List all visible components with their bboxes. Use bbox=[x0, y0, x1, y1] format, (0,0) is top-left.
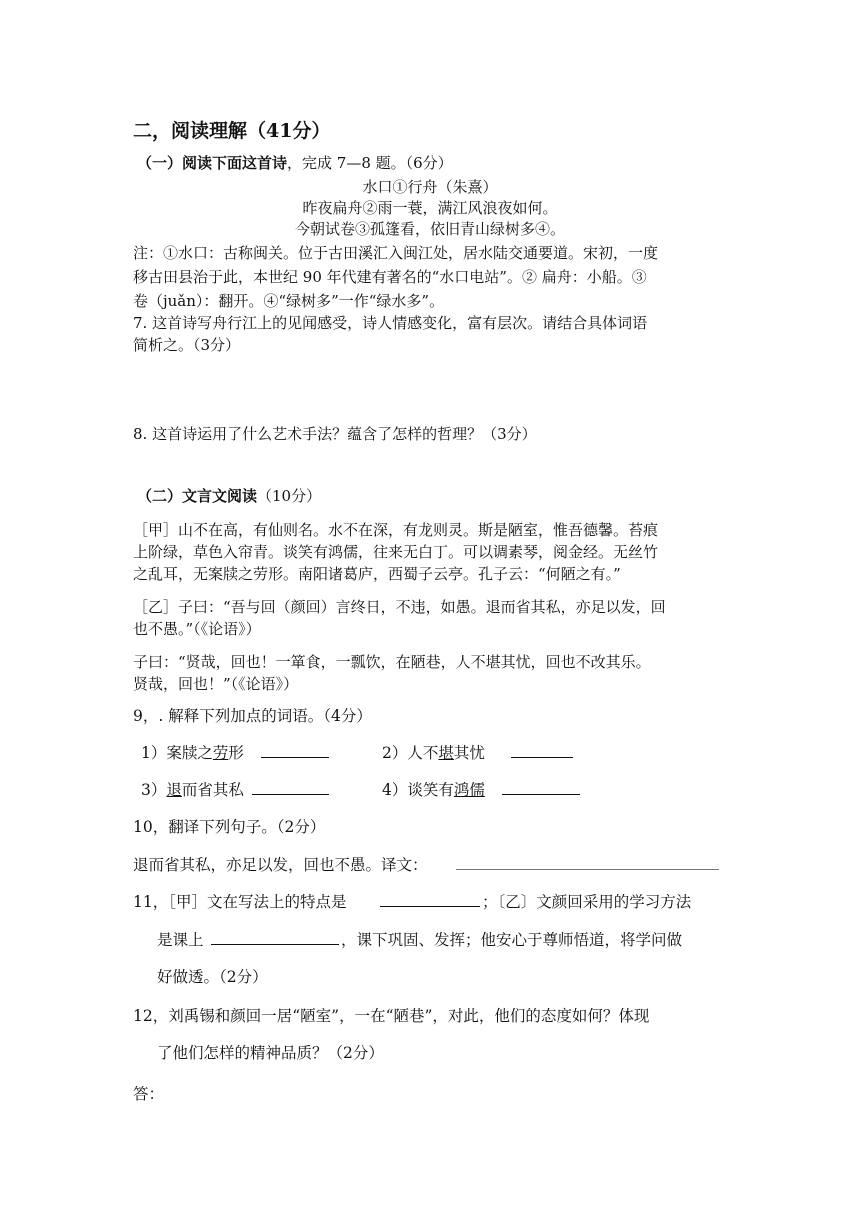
yi-text-line-1: ［乙］子曰：“吾与回（颜回）言终日，不违，如愚。退而省其私，亦足以发，回 bbox=[133, 598, 666, 616]
yi-text-line-2: 也不愚。”（《论语》） bbox=[133, 620, 261, 638]
q11-second-blank[interactable] bbox=[211, 930, 339, 945]
zi-text-line-1: 子曰：“贤哉，回也！一箪食，一瓢饮，在陋巷，人不堪其忧，回也不改其乐。 bbox=[133, 653, 651, 671]
part2-header bbox=[137, 485, 321, 506]
question-8: 8. 这首诗运用了什么艺术手法？蕴含了怎样的哲理？（3分） bbox=[133, 425, 537, 443]
part1-header bbox=[137, 152, 453, 173]
question-11-part-d: ，课下巩固、发挥；他安心于尊师悟道，将学问做 bbox=[341, 931, 683, 949]
part1-header-rest: ，完成 7—8 题。（6分） bbox=[287, 154, 453, 172]
q9-2-prefix: 2）人不 bbox=[382, 744, 439, 762]
q9-4-keyword: 鸿儒 bbox=[453, 781, 485, 799]
question-10: 10，翻译下列句子。（2分） bbox=[133, 818, 326, 836]
jia-text-line-1: ［甲］山不在高，有仙则名。水不在深，有龙则灵。斯是陋室，惟吾德馨。苔痕 bbox=[133, 521, 659, 539]
question-9-item-2 bbox=[382, 741, 485, 763]
part2-header-rest: （10分） bbox=[257, 487, 322, 505]
q9-2-keyword: 堪 bbox=[438, 744, 454, 762]
question-9-item-4 bbox=[382, 778, 485, 800]
q9-2-suffix: 其忧 bbox=[453, 744, 485, 762]
poem-title: 水口①行舟（朱熹） bbox=[362, 178, 498, 196]
question-9: 9，. 解释下列加点的词语。（4分） bbox=[133, 707, 372, 725]
question-7-line-1: 7. 这首诗写舟行江上的见闻感受，诗人情感变化，富有层次。请结合具体词语 bbox=[133, 314, 648, 332]
note-line-2: 移古田县治于此，本世纪 90 年代建有著名的“水口电站”。② 扁舟：小船。③ bbox=[133, 268, 647, 286]
question-11-part-e: 好做透。（2分） bbox=[157, 968, 268, 986]
question-9-item-1 bbox=[141, 741, 244, 763]
poem-line-2: 今朝试卷③孤篷看，依旧青山绿树多④。 bbox=[294, 220, 565, 238]
q9-3-suffix: 而省其私 bbox=[181, 781, 244, 799]
poem-line-1: 昨夜扁舟②雨一蓑，满江风浪夜如何。 bbox=[302, 199, 558, 217]
q9-3-prefix: 3） bbox=[141, 781, 167, 799]
q9-3-keyword: 退 bbox=[166, 781, 182, 799]
q9-1-suffix: 形 bbox=[228, 744, 244, 762]
q9-4-prefix: 4）谈笑有 bbox=[382, 781, 454, 799]
jia-text-line-2: 上阶绿，草色入帘青。谈笑有鸿儒，往来无白丁。可以调素琴，阅金经。无丝竹 bbox=[133, 543, 659, 561]
question-9-item-3 bbox=[141, 778, 244, 800]
question-12-line-2: 了他们怎样的精神品质？（2分） bbox=[157, 1044, 384, 1062]
question-10-sentence: 退而省其私，亦足以发，回也不愚。译文： bbox=[133, 856, 428, 874]
jia-text-line-3: 之乱耳，无案牍之劳形。南阳诸葛庐，西蜀子云亭。孔子云：“何陋之有。” bbox=[133, 565, 621, 583]
part2-header-bold: （二）文言文阅读 bbox=[137, 487, 258, 505]
q9-3-answer-blank[interactable] bbox=[252, 780, 329, 795]
question-11-part-c: 是课上 bbox=[157, 931, 204, 949]
question-11-part-a: 11，［甲］文在写法上的特点是 bbox=[133, 893, 347, 911]
note-line-1: 注：①水口：古称闽关。位于古田溪汇入闽江处，居水陆交通要道。宋初，一度 bbox=[133, 244, 659, 262]
q9-1-answer-blank[interactable] bbox=[261, 743, 329, 758]
q11-first-blank[interactable] bbox=[380, 892, 480, 907]
q9-1-keyword: 劳 bbox=[212, 744, 229, 762]
question-7-line-2: 简析之。（3分） bbox=[133, 336, 241, 354]
question-12-line-1: 12，刘禹锡和颜回一居“陋室”，一在“陋巷”，对此，他们的态度如何？体现 bbox=[133, 1007, 650, 1025]
part1-header-bold: （一）阅读下面这首诗 bbox=[137, 154, 288, 172]
question-11-part-b: ；〔乙〕文颜回采用的学习方法 bbox=[482, 893, 692, 911]
q9-1-prefix: 1）案牍之 bbox=[141, 744, 213, 762]
note-line-3: 卷（juǎn）：翻开。④“绿树多”一作“绿水多”。 bbox=[133, 292, 445, 310]
zi-text-line-2: 贤哉，回也！”（《论语》） bbox=[133, 675, 299, 693]
q9-4-answer-blank[interactable] bbox=[502, 780, 580, 795]
q10-translation-blank[interactable] bbox=[456, 855, 719, 870]
section-title: 二，阅读理解（41分） bbox=[133, 120, 331, 142]
answer-label: 答： bbox=[133, 1085, 165, 1103]
q9-2-answer-blank[interactable] bbox=[511, 743, 573, 758]
